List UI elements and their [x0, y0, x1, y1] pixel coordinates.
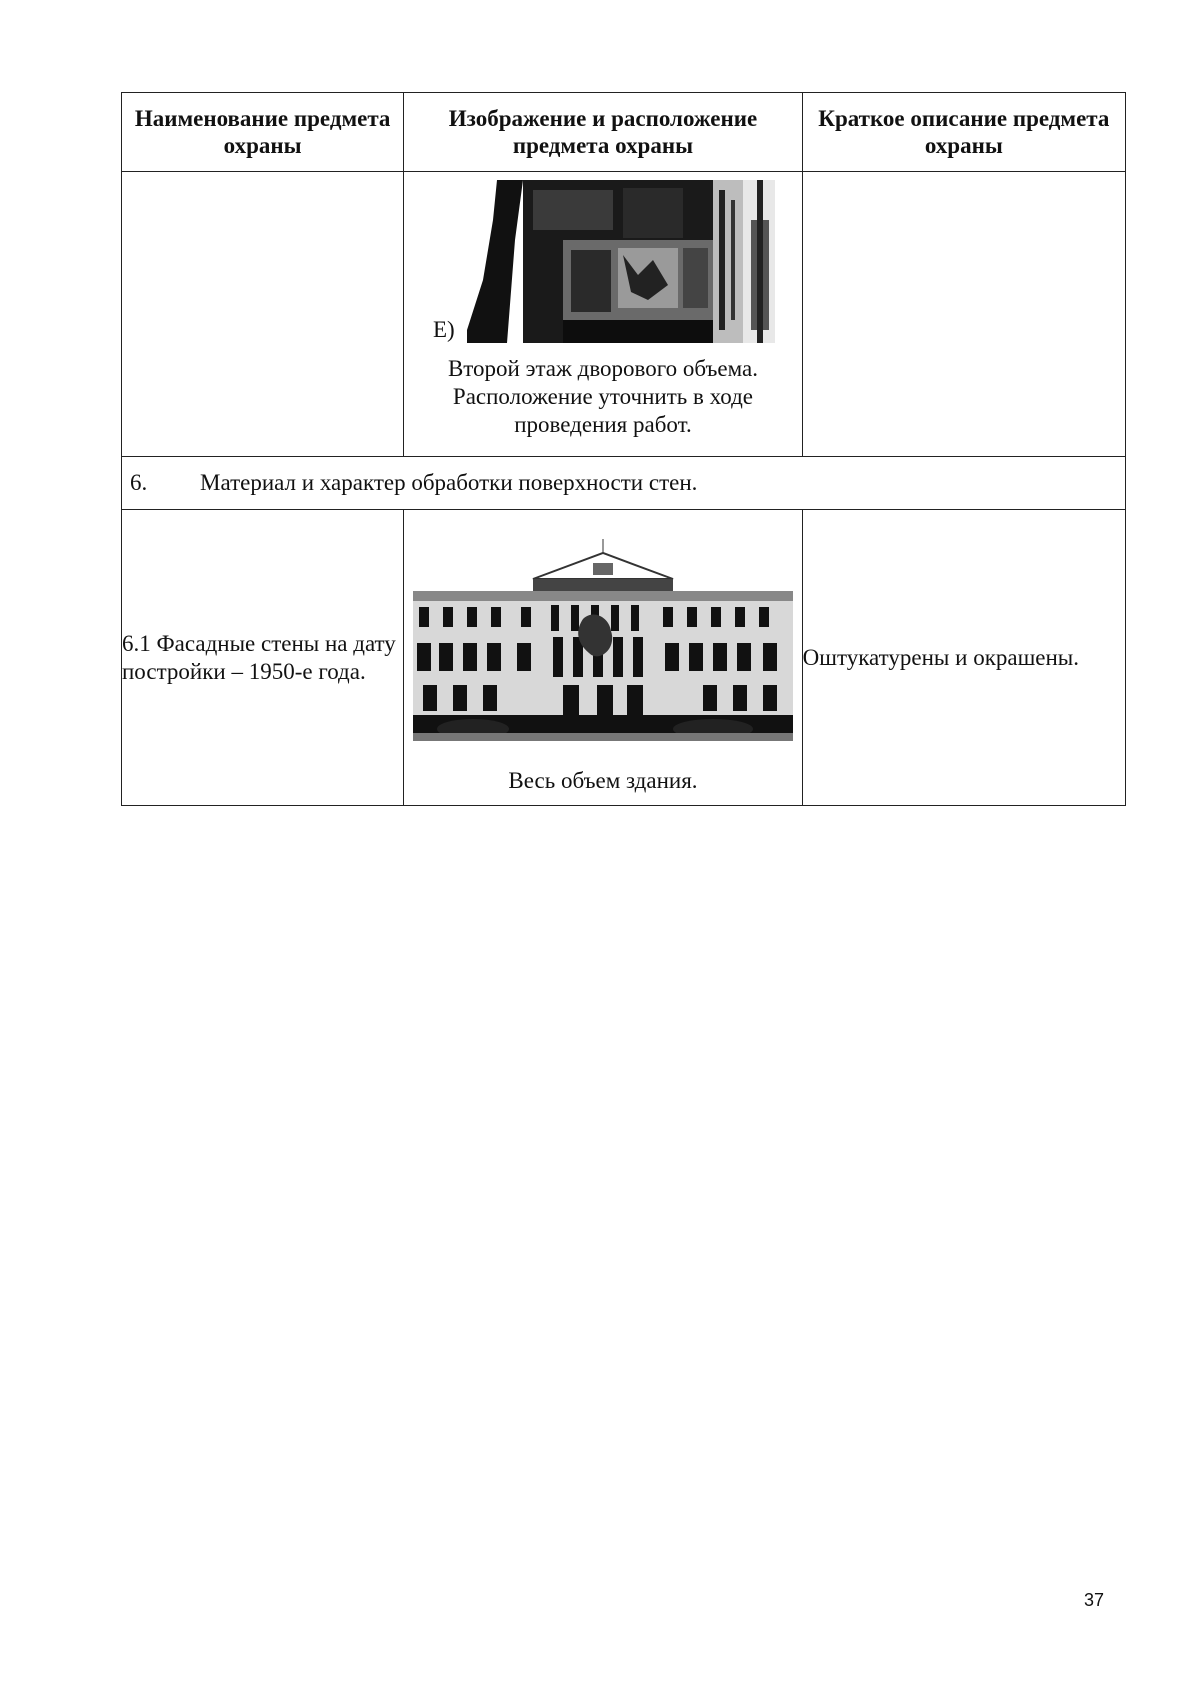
row2-name-cell: 6.1 Фасадные стены на дату постройки – 1950-е года.: [122, 510, 404, 806]
photo-courtyard-detail-icon: [463, 180, 775, 343]
row1-name-cell: [122, 172, 404, 457]
row1-caption: Второй этаж дворового объема. Расположение уточнить в ходе проведения работ.: [447, 355, 758, 437]
row1-image-cell: [404, 172, 802, 457]
table-row: [122, 172, 1126, 457]
header-description: Краткое описание предмета охраны: [802, 93, 1125, 172]
photo-e-label: Е): [432, 316, 455, 342]
table-row: [122, 510, 1126, 806]
section-cell: [122, 457, 1126, 510]
protection-table: [121, 92, 1126, 806]
header-image-location: Изображение и расположение предмета охраны: [404, 93, 802, 172]
photo-building-facade-icon: [413, 539, 793, 757]
page-number: 37: [1084, 1590, 1105, 1610]
section-title: Материал и характер обработки поверхности стен.: [200, 470, 698, 495]
row2-image-cell: [404, 510, 802, 806]
row2-caption: Весь объем здания.: [508, 767, 698, 793]
header-name: Наименование предмета охраны: [122, 93, 404, 172]
photo-e-block: [433, 180, 773, 345]
section-number: 6.: [130, 470, 148, 495]
facade-photo-block: [413, 539, 793, 757]
section-row: [122, 457, 1126, 510]
row2-description-cell: Оштукатурены и окрашены.: [802, 510, 1125, 806]
row1-description-cell: [802, 172, 1125, 457]
table-header-row: [122, 93, 1126, 172]
